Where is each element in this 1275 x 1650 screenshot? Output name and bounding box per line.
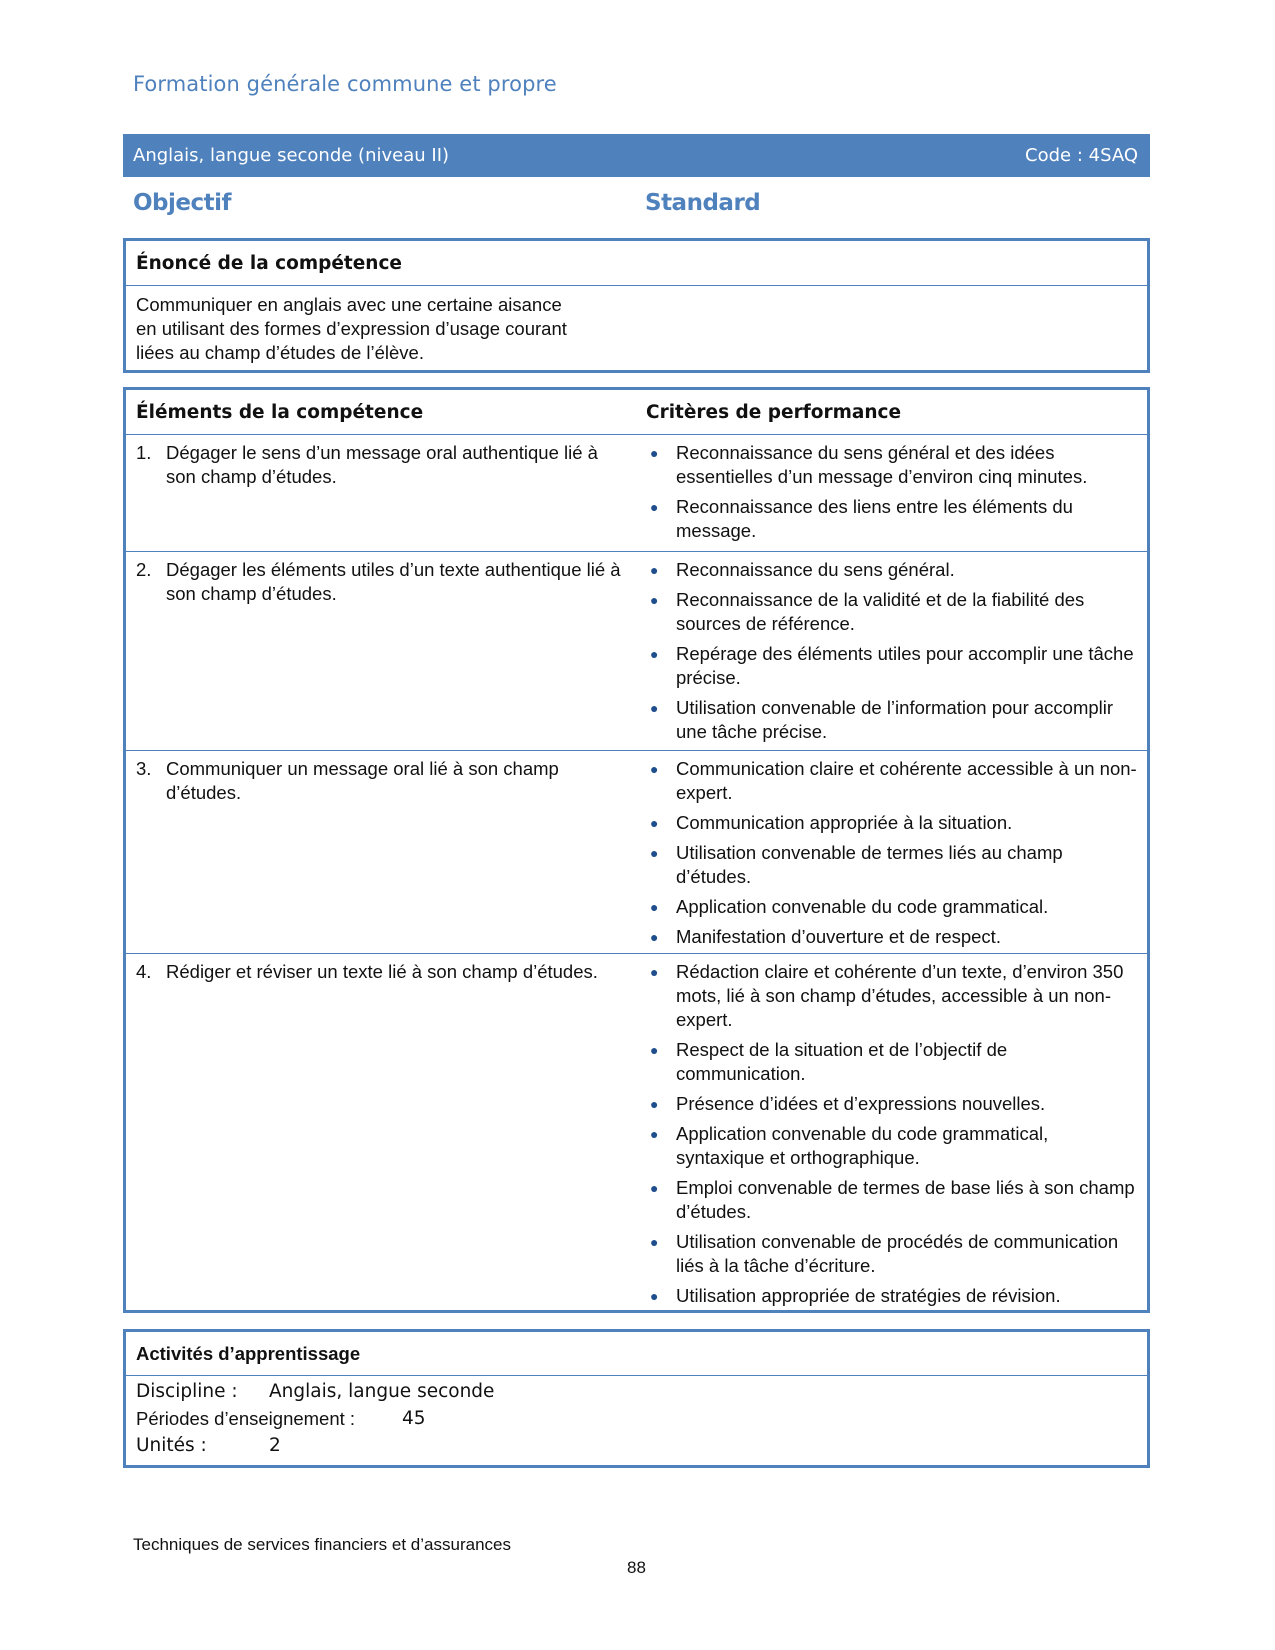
criterion-item [646,1092,1139,1116]
bullet-icon: ● [650,761,659,777]
discipline-label: Discipline : [136,1381,238,1402]
unites-value: 2 [269,1435,281,1456]
criterion-item [646,1038,1139,1086]
criterion-text: Utilisation convenable de l’information pour accomplir une tâche précise. [676,697,1114,742]
criterion-item [646,588,1139,636]
criterion-item [646,757,1139,805]
course-code: Code : 4SAQ [1025,145,1138,166]
bullet-icon: ● [650,700,659,716]
enonce-line: liées au champ d’études de l’élève. [136,342,424,363]
page-number: 88 [627,1558,646,1577]
criterion-item [646,1122,1139,1170]
periodes-line [136,1405,1137,1432]
standard-heading: Standard [645,190,761,216]
criterion-item [646,925,1139,949]
table-row [126,552,1147,751]
criteria-cell [638,954,1147,1314]
criterion-text: Communication claire et cohérente accessible à un non-expert. [676,758,1137,803]
element-cell [126,954,638,1314]
enonce-box [123,238,1150,373]
element-item [136,757,628,805]
criterion-item [646,960,1139,1032]
unites-label: Unités : [136,1435,207,1456]
element-item [136,441,628,489]
element-cell [126,435,638,551]
bullet-icon: ● [650,1042,659,1058]
element-number: 4. [136,961,152,982]
bullet-icon: ● [650,964,659,980]
discipline-line [136,1378,1137,1405]
criterion-text: Utilisation appropriée de stratégies de révision. [676,1285,1061,1306]
element-text: Rédiger et réviser un texte lié à son champ d’études. [166,961,598,982]
bullet-icon: ● [650,445,659,461]
bullet-icon: ● [650,646,659,662]
criteria-heading: Critères de performance [646,401,902,423]
element-number: 2. [136,559,152,580]
objectif-heading: Objectif [133,190,232,216]
element-text: Communiquer un message oral lié à son champ d’études. [166,758,559,803]
activites-box [123,1329,1150,1468]
element-cell [126,751,638,953]
criterion-item [646,441,1139,489]
element-item [136,960,628,984]
criterion-text: Emploi convenable de termes de base liés à son champ d’études. [676,1177,1135,1222]
bullet-icon: ● [650,899,659,915]
criterion-item [646,895,1139,919]
table-row [126,435,1147,552]
criterion-item [646,558,1139,582]
criterion-item [646,495,1139,543]
footer-program: Techniques de services financiers et d’assurances [133,1535,511,1554]
elements-heading: Éléments de la compétence [136,401,424,423]
table-header-row [126,390,1147,435]
criterion-item [646,841,1139,889]
criterion-text: Application convenable du code grammatical. [676,896,1049,917]
criterion-item [646,811,1139,835]
criterion-item [646,696,1139,744]
criterion-text: Utilisation convenable de procédés de communication liés à la tâche d’écriture. [676,1231,1119,1276]
criterion-text: Repérage des éléments utiles pour accomplir une tâche précise. [676,643,1134,688]
bullet-icon: ● [650,845,659,861]
discipline-value: Anglais, langue seconde [269,1381,495,1402]
criterion-text: Présence d’idées et d’expressions nouvelles. [676,1093,1046,1114]
bullet-icon: ● [650,592,659,608]
criterion-item [646,642,1139,690]
element-text: Dégager le sens d’un message oral authentique lié à son champ d’études. [166,442,598,487]
activites-heading: Activités d’apprentissage [126,1332,1147,1376]
criterion-text: Reconnaissance de la validité et de la fiabilité des sources de référence. [676,589,1085,634]
criterion-text: Reconnaissance des liens entre les éléments du message. [676,496,1073,541]
criterion-text: Communication appropriée à la situation. [676,812,1013,833]
criteria-cell [638,751,1147,953]
table-row [126,954,1147,1314]
periodes-label: Périodes d’enseignement : [136,1408,356,1429]
criterion-item [646,1230,1139,1278]
criterion-item [646,1284,1139,1308]
criterion-text: Manifestation d’ouverture et de respect. [676,926,1001,947]
periodes-value: 45 [402,1408,426,1429]
elements-criteria-table [123,387,1150,1313]
bullet-icon: ● [650,815,659,831]
bullet-icon: ● [650,1288,659,1304]
section-title: Formation générale commune et propre [133,72,557,96]
element-number: 3. [136,758,152,779]
unites-line [136,1432,1137,1459]
course-header-bar [123,134,1150,177]
bullet-icon: ● [650,929,659,945]
criterion-text: Utilisation convenable de termes liés au champ d’études. [676,842,1063,887]
criterion-text: Reconnaissance du sens général. [676,559,955,580]
element-item [136,558,628,606]
criterion-item [646,1176,1139,1224]
criterion-text: Rédaction claire et cohérente d’un texte, d’environ 350 mots, lié à son champ d’études, accessible à un non-expert. [676,961,1124,1030]
course-name: Anglais, langue seconde (niveau II) [133,145,450,166]
activites-body [126,1376,1147,1465]
criterion-text: Application convenable du code grammatical, syntaxique et orthographique. [676,1123,1049,1168]
bullet-icon: ● [650,499,659,515]
table-row [126,751,1147,954]
criteria-cell [638,552,1147,750]
bullet-icon: ● [650,562,659,578]
bullet-icon: ● [650,1126,659,1142]
bullet-icon: ● [650,1180,659,1196]
bullet-icon: ● [650,1096,659,1112]
element-cell [126,552,638,750]
enonce-body [126,286,1147,371]
criterion-text: Reconnaissance du sens général et des idées essentielles d’un message d’environ cinq minutes. [676,442,1088,487]
bullet-icon: ● [650,1234,659,1250]
enonce-heading: Énoncé de la compétence [126,241,1147,286]
enonce-line: en utilisant des formes d’expression d’usage courant [136,318,567,339]
criterion-text: Respect de la situation et de l’objectif de communication. [676,1039,1008,1084]
criteria-cell [638,435,1147,551]
element-text: Dégager les éléments utiles d’un texte authentique lié à son champ d’études. [166,559,621,604]
enonce-line: Communiquer en anglais avec une certaine aisance [136,294,562,315]
element-number: 1. [136,442,152,463]
